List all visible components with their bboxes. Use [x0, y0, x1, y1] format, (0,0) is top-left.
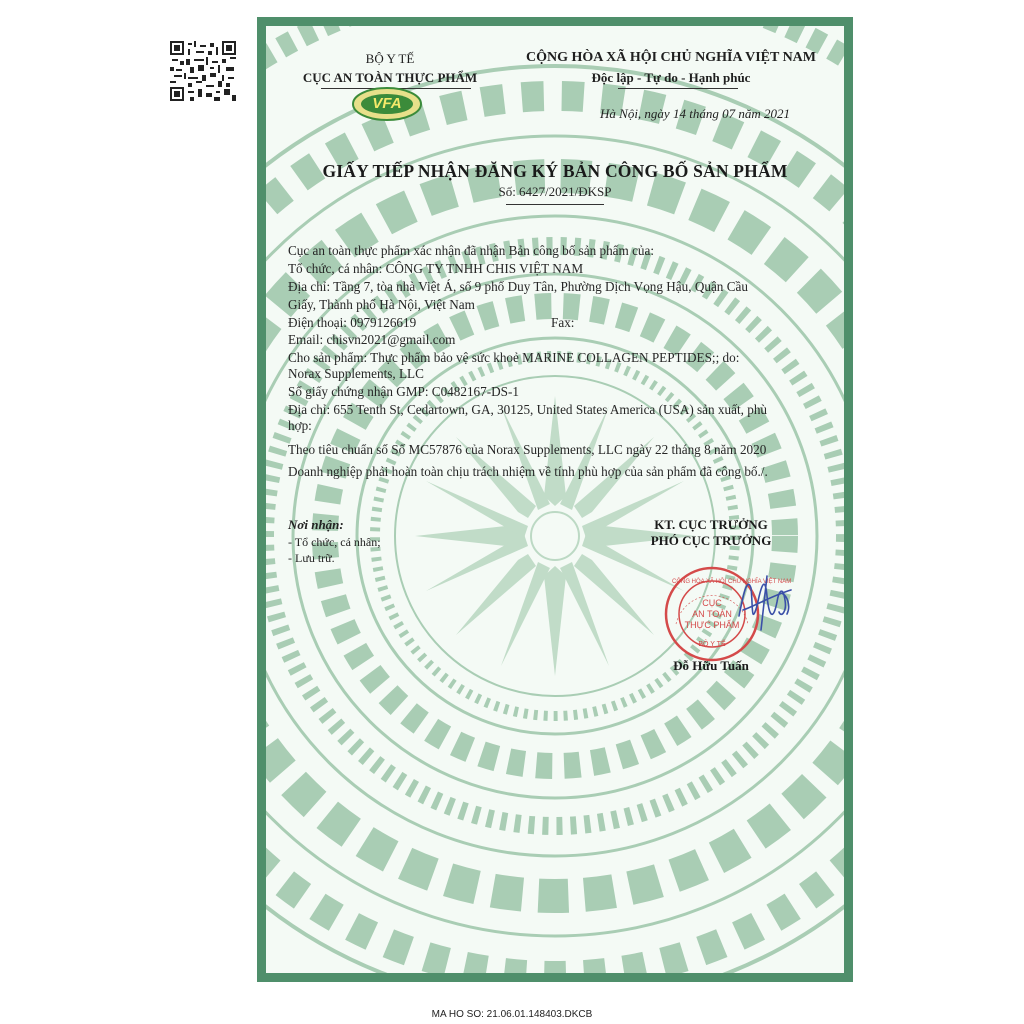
- country-name: CỘNG HÒA XÃ HỘI CHỦ NGHĨA VIỆT NAM: [525, 50, 816, 65]
- address-line-1: Địa chỉ: Tầng 7, tòa nhà Việt Á, số 9 phố Duy Tân, Phường Dịch Vọng Hậu, Quận Cầu: [288, 279, 748, 294]
- signer-role-2: PHÓ CỤC TRƯỞNG: [650, 533, 772, 548]
- standard-line: Theo tiêu chuẩn số Số MC57876 của Norax Supplements, LLC ngày 22 tháng 8 năm 2020: [288, 442, 767, 457]
- motto: Độc lập - Tự do - Hạnh phúc: [591, 70, 751, 85]
- certificate-frame: [257, 17, 853, 982]
- address-line-2: Giấy, Thành phố Hà Nội, Việt Nam: [288, 297, 475, 312]
- gmp-line: Số giấy chứng nhận GMP: C0482167-DS-1: [288, 384, 519, 399]
- product-line-1: Cho sản phẩm: Thực phẩm bảo vệ sức khoẻ MARINE COLLAGEN PEPTIDES;; do:: [288, 350, 740, 365]
- ministry-name: BỘ Y TẾ: [365, 51, 415, 66]
- product-line-2: Norax Supplements, LLC: [288, 366, 424, 381]
- email-line: Email: chisvn2021@gmail.com: [288, 332, 456, 347]
- stamp-ring-top: CỘNG HÒA XÃ HỘI CHỦ NGHĨA VIỆT NAM: [672, 579, 792, 585]
- handwritten-signature: [721, 566, 811, 636]
- number-underline: [506, 204, 604, 205]
- recipient-item: - Lưu trữ.: [288, 551, 335, 565]
- certificate-paper: [266, 26, 844, 973]
- stamp-line: THỰC PHẨM: [684, 620, 740, 630]
- stamp-line: AN TOÀN: [692, 609, 732, 619]
- fax-line: Fax:: [551, 315, 575, 330]
- signer-name: Đỗ Hữu Tuấn: [673, 658, 749, 673]
- document-number: Số: 6427/2021/ĐKSP: [498, 184, 612, 199]
- stamp-line: CỤC: [702, 598, 722, 608]
- dossier-code: MA HO SO: 21.06.01.148403.DKCB: [431, 1009, 593, 1020]
- recipient-item: - Tổ chức, cá nhân;: [288, 535, 381, 549]
- recipients-label: Nơi nhận:: [288, 517, 344, 532]
- manufacturer-line-1: Địa chỉ: 655 Tenth St, Cedartown, GA, 30125, United States America (USA) sản xuất, phù: [288, 402, 768, 417]
- signer-role-1: KT. CỤC TRƯỞNG: [654, 517, 768, 532]
- phone-line: Điện thoại: 0979126619: [288, 315, 417, 330]
- stamp-ring-bottom: BỘ Y TẾ: [698, 641, 726, 648]
- agency-name: CỤC AN TOÀN THỰC PHẨM: [302, 70, 478, 85]
- manufacturer-line-2: hợp:: [288, 418, 312, 433]
- vfa-logo-text: VFA: [372, 95, 402, 112]
- organization-line: Tổ chức, cá nhân: CÔNG TY TNHH CHIS VIỆT NAM: [288, 261, 584, 276]
- qr-code: [170, 41, 236, 101]
- document-title: GIẤY TIẾP NHẬN ĐĂNG KÝ BẢN CÔNG BỐ SẢN PHẨM: [322, 161, 788, 181]
- issue-date: Hà Nội, ngày 14 tháng 07 năm 2021: [600, 106, 790, 121]
- responsibility-line: Doanh nghiệp phải hoàn toàn chịu trách nhiệm về tính phù hợp của sản phẩm đã công bố./.: [288, 464, 768, 479]
- motto-underline: [618, 88, 738, 89]
- intro-line: Cục an toàn thực phẩm xác nhận đã nhận Bản công bố sản phẩm của:: [288, 243, 655, 258]
